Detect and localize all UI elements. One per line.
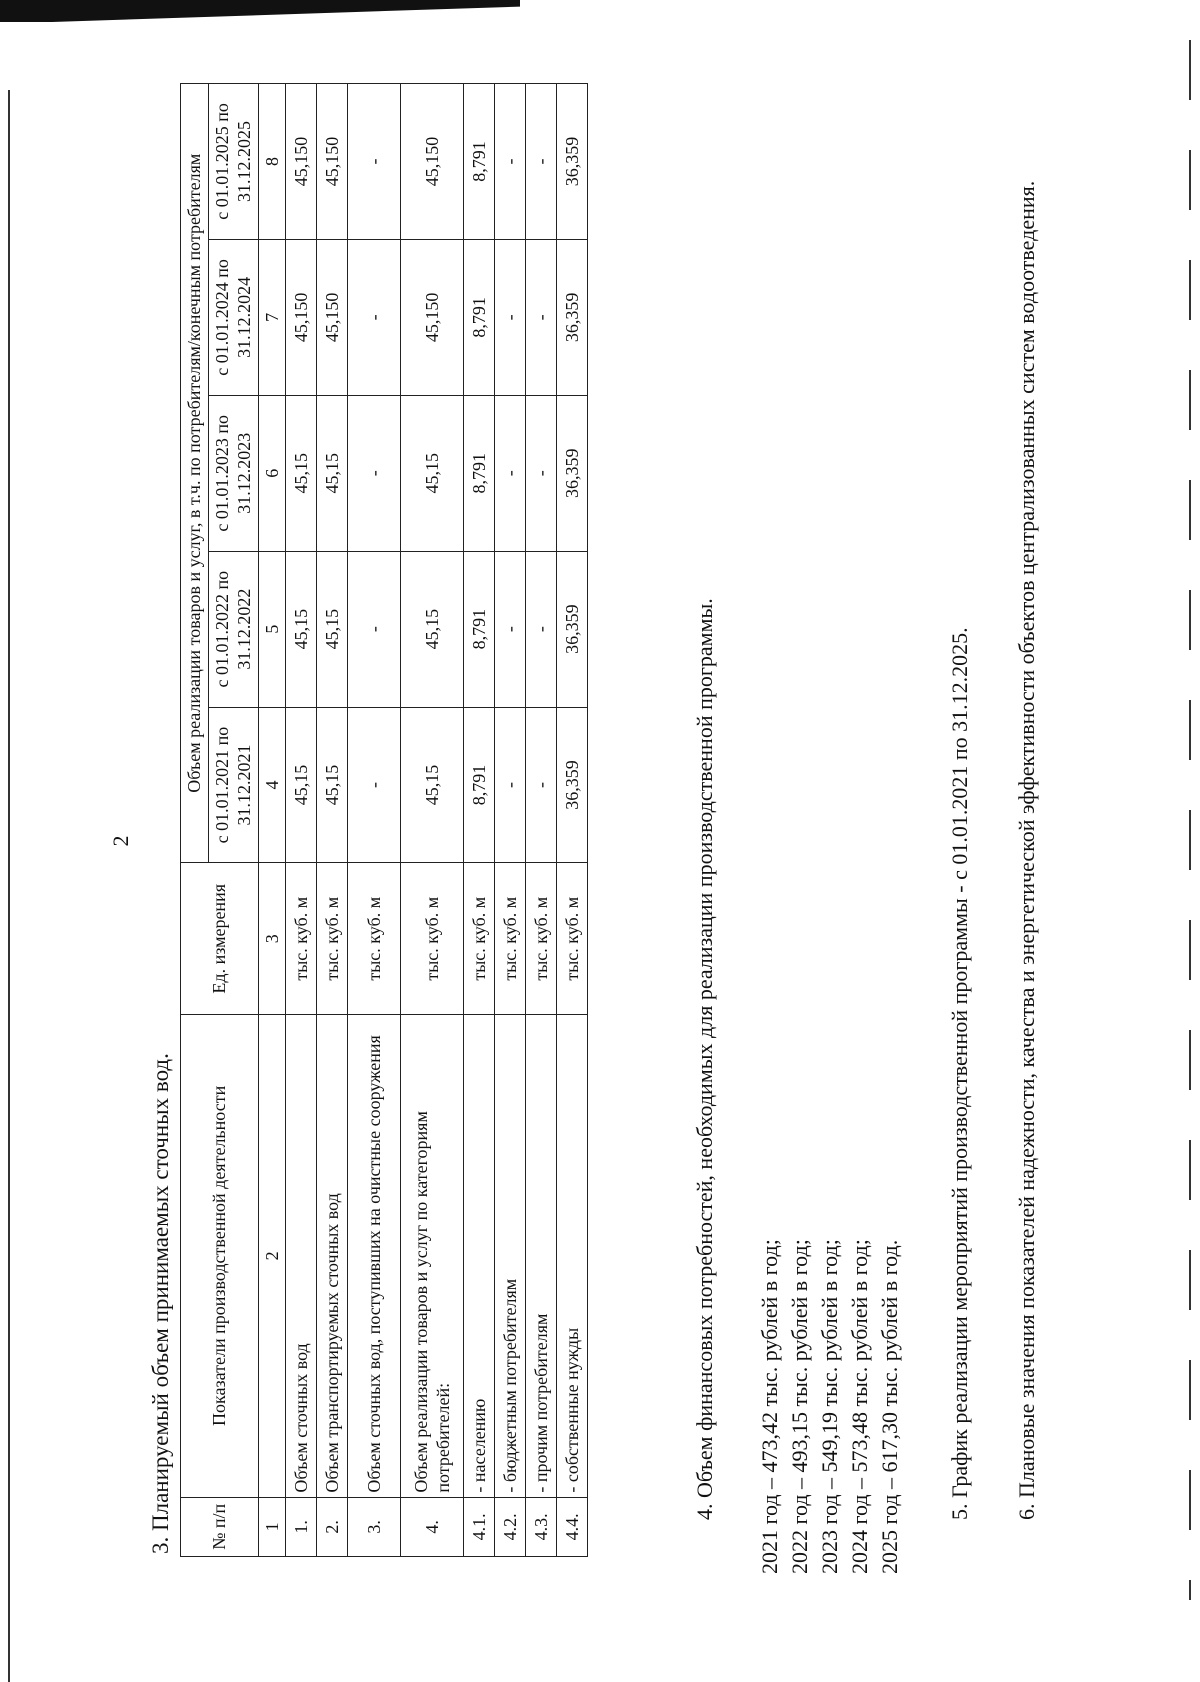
row-value: - xyxy=(495,239,526,395)
row-value: 45,150 xyxy=(286,84,317,240)
row-value: 8,791 xyxy=(464,395,495,551)
row-value: 8,791 xyxy=(464,551,495,707)
index-cell: 7 xyxy=(258,239,286,395)
row-value: - xyxy=(495,84,526,240)
header-period: с 01.01.2025 по 31.12.2025 xyxy=(208,84,258,240)
table-row xyxy=(464,84,495,1557)
row-value: 36,359 xyxy=(557,707,588,863)
row-value: 36,359 xyxy=(557,395,588,551)
index-cell: 1 xyxy=(258,1497,286,1556)
header-unit: Ед. измерения xyxy=(181,863,259,1015)
table-row xyxy=(557,84,588,1557)
row-num: 4.4. xyxy=(557,1497,588,1556)
row-value: 8,791 xyxy=(464,84,495,240)
row-value: 45,15 xyxy=(317,551,348,707)
row-value: 45,150 xyxy=(401,84,464,240)
row-value: 45,15 xyxy=(286,707,317,863)
header-period: с 01.01.2022 по 31.12.2022 xyxy=(208,551,258,707)
row-unit: тыс. куб. м xyxy=(495,863,526,1015)
header-period: с 01.01.2023 по 31.12.2023 xyxy=(208,395,258,551)
row-value: - xyxy=(348,395,401,551)
row-value: 45,15 xyxy=(401,707,464,863)
row-num: 1. xyxy=(286,1497,317,1556)
index-cell: 2 xyxy=(258,1015,286,1498)
list-item: 2024 год – 573,48 тыс. рублей в год; xyxy=(847,1239,872,1574)
header-num: № п/п xyxy=(181,1497,259,1556)
row-value: - xyxy=(526,239,557,395)
row-value: 36,359 xyxy=(557,84,588,240)
wastewater-volume-table xyxy=(180,83,588,1557)
header-period: с 01.01.2021 по 31.12.2021 xyxy=(208,707,258,863)
row-value: - xyxy=(348,84,401,240)
row-value: - xyxy=(526,551,557,707)
row-value: - xyxy=(348,551,401,707)
row-value: - xyxy=(495,707,526,863)
paragraph-planned-indicators: 6. Плановые значения показателей надежности, качества и энергетической эффективности объектов централизованных систем водоотведения. xyxy=(1014,180,1039,1520)
row-value: 45,15 xyxy=(317,395,348,551)
row-value: 36,359 xyxy=(557,551,588,707)
row-value: 45,150 xyxy=(286,239,317,395)
index-cell: 4 xyxy=(258,707,286,863)
row-value: 8,791 xyxy=(464,239,495,395)
row-num: 4.1. xyxy=(464,1497,495,1556)
row-value: 45,15 xyxy=(317,707,348,863)
header-period: с 01.01.2024 по 31.12.2024 xyxy=(208,239,258,395)
table-row xyxy=(317,84,348,1557)
row-value: 45,15 xyxy=(286,551,317,707)
row-value: 45,15 xyxy=(286,395,317,551)
row-value: - xyxy=(495,395,526,551)
list-item: 2025 год – 617,30 тыс. рублей в год. xyxy=(877,1239,902,1574)
paragraph-schedule: 5. График реализации мероприятий производственной программы - с 01.01.2021 по 31.12.2025. xyxy=(947,627,972,1520)
row-unit: тыс. куб. м xyxy=(557,863,588,1015)
row-value: 45,15 xyxy=(401,551,464,707)
row-value: 45,150 xyxy=(317,239,348,395)
list-item: 2023 год – 549,19 тыс. рублей в год; xyxy=(817,1239,842,1574)
row-name: Объем транспортируемых сточных вод xyxy=(317,1015,348,1498)
index-cell: 8 xyxy=(258,84,286,240)
page-number: 2 xyxy=(108,835,133,847)
row-num: 4. xyxy=(401,1497,464,1556)
row-value: 8,791 xyxy=(464,707,495,863)
row-value: 36,359 xyxy=(557,239,588,395)
list-item: 2021 год – 473,42 тыс. рублей в год; xyxy=(757,1239,782,1574)
list-item: 2022 год – 493,15 тыс. рублей в год; xyxy=(787,1239,812,1574)
table-row xyxy=(495,84,526,1557)
row-num: 2. xyxy=(317,1497,348,1556)
row-value: - xyxy=(526,84,557,240)
row-value: - xyxy=(495,551,526,707)
row-value: 45,15 xyxy=(401,395,464,551)
yearly-financing-list xyxy=(755,1239,905,1574)
row-name: Объем сточных вод xyxy=(286,1015,317,1498)
row-unit: тыс. куб. м xyxy=(286,863,317,1015)
row-value: - xyxy=(348,707,401,863)
row-name: - прочим потребителям xyxy=(526,1015,557,1498)
row-name: - населению xyxy=(464,1015,495,1498)
table-index-row xyxy=(258,84,286,1557)
row-unit: тыс. куб. м xyxy=(317,863,348,1015)
table-row xyxy=(526,84,557,1557)
index-cell: 5 xyxy=(258,551,286,707)
header-group: Объем реализации товаров и услуг, в т.ч. по потребителям/конечным потребителям xyxy=(181,84,209,863)
index-cell: 3 xyxy=(258,863,286,1015)
table-row xyxy=(348,84,401,1557)
row-unit: тыс. куб. м xyxy=(526,863,557,1015)
row-value: 45,150 xyxy=(317,84,348,240)
row-unit: тыс. куб. м xyxy=(401,863,464,1015)
row-num: 3. xyxy=(348,1497,401,1556)
row-value: 45,150 xyxy=(401,239,464,395)
row-name: - собственные нужды xyxy=(557,1015,588,1498)
paragraph-financial-needs: 4. Объем финансовых потребностей, необходимых для реализации производственной программы. xyxy=(692,598,717,1520)
section-title: 3. Планируемый объем принимаемых сточных вод. xyxy=(148,1053,173,1554)
table-row xyxy=(286,84,317,1557)
row-name: - бюджетным потребителям xyxy=(495,1015,526,1498)
index-cell: 6 xyxy=(258,395,286,551)
table-row xyxy=(401,84,464,1557)
row-num: 4.2. xyxy=(495,1497,526,1556)
row-value: - xyxy=(526,395,557,551)
row-value: - xyxy=(526,707,557,863)
row-value: - xyxy=(348,239,401,395)
row-name: Объем реализации товаров и услуг по категориям потребителей: xyxy=(401,1015,464,1498)
row-num: 4.3. xyxy=(526,1497,557,1556)
row-name: Объем сточных вод, поступивших на очистные сооружения xyxy=(348,1015,401,1498)
row-unit: тыс. куб. м xyxy=(464,863,495,1015)
row-unit: тыс. куб. м xyxy=(348,863,401,1015)
header-indicator: Показатели производственной деятельности xyxy=(181,1015,259,1498)
table-header-row xyxy=(181,84,209,1557)
